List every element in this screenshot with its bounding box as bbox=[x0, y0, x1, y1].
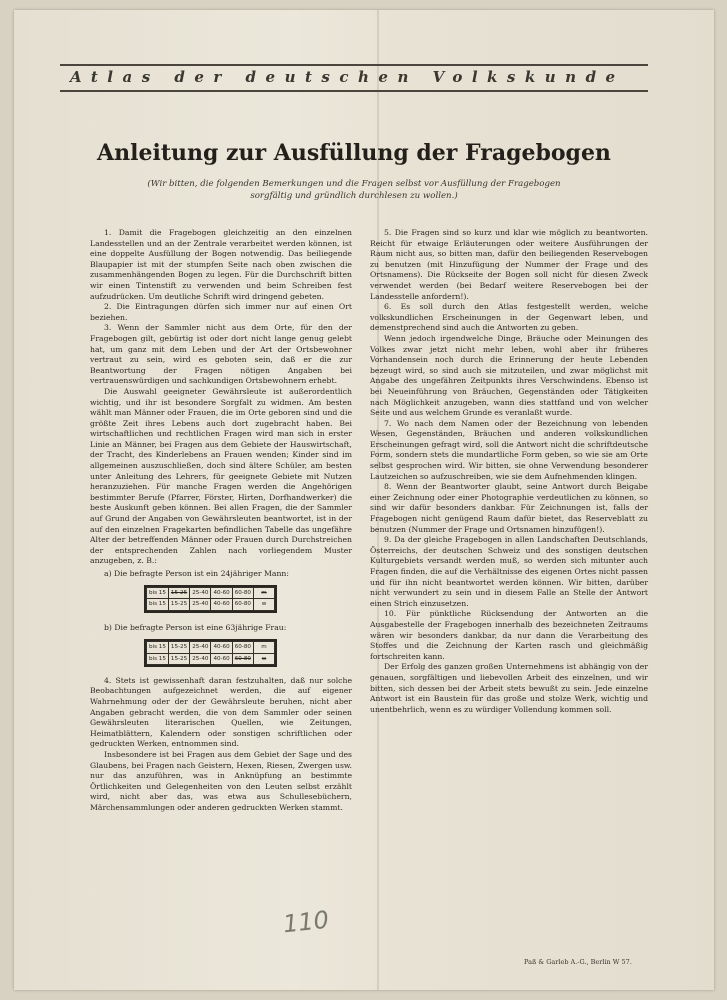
paragraph-8: 8. Wenn der Beantworter glaubt, seine Antwort durch Beigabe einer Zeichnung oder einer Photographie verdeutlichen zu können, so sind wir dafür besonders dankbar. Für Zeichnungen ist, falls der Fragebogen nicht genügend Raum dafür bietet, das Reserveblatt zu benutzen (Nummer der Frage und Ortsnamen hinzufügen!). bbox=[370, 482, 648, 534]
header-title: Atlas der deutschen Volkskunde bbox=[70, 68, 625, 86]
gender-cell: w bbox=[253, 599, 274, 611]
paragraph-10: 10. Für pünktliche Rücksendung der Antworten an die Ausgabestelle der Fragebogen innerhalb des bezeichneten Zeitraums wären wir besonders dankbar, da nur dann die Verarbeitung des Stoffes und die Zeichnung der Karten rasch und gleichmäßig fortschreiten kann. bbox=[370, 609, 648, 661]
age-cell: bis 15 bbox=[147, 599, 169, 611]
printer-imprint: Paß & Garleb A.-G., Berlin W 57. bbox=[524, 958, 632, 966]
paragraph-1: 1. Damit die Fragebogen gleichzeitig an den einzelnen Landesstellen und an der Zentrale verarbeitet werden können, ist eine doppelte Ausfüllung der Bogen notwendig. Das beiliegende Blaupapier ist mit der stumpfen Seite nach oben zwischen die zusammenhängenden Bogen zu legen. Für die Durchschrift bitten wir einen Tintenstift zu verwenden und beim Schreiben fest aufzudrücken. Um deutliche Schrift wird dringend gebeten. bbox=[90, 228, 352, 301]
age-cell: 60-80 bbox=[232, 641, 253, 653]
paragraph-7: 7. Wo nach dem Namen oder der Bezeichnung von lebenden Wesen, Gegenständen, Bräuchen und anderen volkskundlichen Erscheinungen gefragt wird, soll die Antwort nicht die schriftdeutsche Form, sondern stets die mundartliche Form geben, so wie sie am Orte selbst gesprochen wird. Wir bitten, sie ohne Verwendung besonderer Lautzeichen so aufzuschreiben, wie sie dem Aufnehmenden klingen. bbox=[370, 418, 648, 481]
age-cell: 40-60 bbox=[211, 653, 232, 665]
age-cell: 25-40 bbox=[190, 599, 211, 611]
age-cell: 40-60 bbox=[211, 641, 232, 653]
age-table-a bbox=[144, 585, 277, 613]
header-rule-bottom bbox=[60, 90, 648, 92]
age-cell-struck: 60-80 bbox=[232, 653, 253, 665]
gender-cell-struck: m bbox=[253, 587, 274, 599]
age-cell-struck: 15-25 bbox=[168, 587, 189, 599]
age-cell: 60-80 bbox=[232, 599, 253, 611]
paragraph-3: 3. Wenn der Sammler nicht aus dem Orte, für den der Fragebogen gilt, gebürtig ist oder dort nicht lange genug gelebt hat, um ganz mit dem Leben und der Art der Ortsbewohner vertraut zu sein, wird es geboten sein, daß er die zur Beantwortung der Fragen nötigen Angaben bei vertrauenswürdigen und sachkundigen Ortsbewohnern erhebt. bbox=[90, 323, 352, 386]
subtitle bbox=[110, 178, 598, 202]
paragraph-3-cont: Die Auswahl geeigneter Gewährsleute ist außerordentlich wichtig, und ihr ist besondere Sorgfalt zu widmen. Am besten wählt man Männer oder Frauen, die im Orte geboren sind und die größte Zeit ihres Lebens auch dort zugebracht haben. Bei wirtschaftlichen und rechtlichen Fragen wird man sich in erster Linie an Männer, bei Fragen aus dem Gebiete der Hauswirtschaft, der Tracht, des Kinderlebens an Frauen wenden; Kinder sind im allgemeinen auszuschließen, doch sind ältere Schüler, am besten unter Anleitung des Lehrers, für geeignete Gebiete mit Nutzen heranzuziehen. Für manche Fragen werden die Angehörigen bestimmter Berufe (Pfarrer, Förster, Hirten, Dorfhandwerker) die beste Auskunft geben können. Bei allen Fragen, die der Sammler auf Grund der Angaben von Gewährsleuten beantwortet, ist in der auf den einzelnen Fragekarten befindlichen Tabelle das ungefähre Alter der betreffenden Männer oder Frauen durch Durchstreichen der entsprechenden Zahlen nach vorliegendem Muster anzugeben, z. B.: bbox=[90, 386, 352, 566]
subtitle-line-1: (Wir bitten, die folgenden Bemerkungen und die Fragen selbst vor Ausfüllung der Fragebogen bbox=[147, 179, 561, 189]
closing-paragraph: Der Erfolg des ganzen großen Unternehmens ist abhängig von der genauen, sorgfältigen und liebevollen Arbeit des einzelnen, und wir bitten, sich dessen bei der Arbeit stets bewußt zu sein. Jede einzelne Antwort ist ein Baustein für das große und stolze Werk, wichtig und unentbehrlich, wenn es zu würdiger Vollendung kommen soll. bbox=[370, 662, 648, 714]
paragraph-5: 5. Die Fragen sind so kurz und klar wie möglich zu beantworten. Reicht für etwaige Erläuterungen oder weitere Ausführungen der Raum nicht aus, so bitten man, dafür den beiliegenden Reservebogen zu benutzen (mit Hinzufügung der Nummer der Frage und des Ortsnamens). Die Rückseite der Bogen soll nicht für diesen Zweck verwendet werden (bei Bedarf weitere Reservebogen bei der Landesstelle anfordern!). bbox=[370, 228, 648, 301]
paragraph-6-cont: Wenn jedoch irgendwelche Dinge, Bräuche oder Meinungen des Volkes zwar jetzt nicht mehr leben, wohl aber ihr früheres Vorhandensein noch durch die Erinnerung der heute Lebenden bezeugt wird, so sind auch sie mitzuteilen, und zwar möglichst mit Angabe des ungefähren Zeitpunkts ihres Verschwindens. Ebenso ist bei Neueinführung von Bräuchen, Gegenständen oder Tätigkeiten nach Möglichkeit anzugeben, wann dies stattfand und von welcher Seite und aus welchem Grunde es veranlaßt wurde. bbox=[370, 333, 648, 418]
header-rule-top bbox=[60, 64, 648, 66]
subtitle-line-2: sorgfältig und gründlich durchlesen zu wollen.) bbox=[250, 191, 458, 201]
age-table-b bbox=[144, 639, 277, 667]
paragraph-4: 4. Stets ist gewissenhaft daran festzuhalten, daß nur solche Beobachtungen aufgezeichnet werden, die auf eigener Wahrnehmung oder der der Gewährsleute beruhen, nicht aber Angaben gebracht werden, die von dem Sammler oder seinen Gewährsleuten literarischen Quellen, wie Zeitungen, Heimatblättern, Kalendern oder sonstigen schriftlichen oder gedruckten Werken, entnommen sind. bbox=[90, 675, 352, 749]
gender-cell: m bbox=[253, 641, 274, 653]
paragraph-4-cont: Insbesondere ist bei Fragen aus dem Gebiet der Sage und des Glaubens, bei Fragen nach Geistern, Hexen, Riesen, Zwergen usw. nur das anzuführen, was in Anknüpfung an bestimmte Örtlichkeiten und Gelegenheiten von den Leuten selbst erzählt wird, nicht aber das, was etwa aus Schullesebüchern, Märchensammlungen oder anderen gedruckten Werken stammt. bbox=[90, 749, 352, 812]
left-column bbox=[90, 228, 352, 813]
age-cell: 40-60 bbox=[211, 599, 232, 611]
handwritten-number: 110 bbox=[281, 905, 331, 939]
page-title: Anleitung zur Ausfüllung der Fragebogen bbox=[97, 140, 611, 166]
age-cell: 15-25 bbox=[168, 599, 189, 611]
age-cell: bis 15 bbox=[147, 641, 169, 653]
age-cell: bis 15 bbox=[147, 653, 169, 665]
right-column bbox=[370, 228, 648, 715]
example-b-label: b) Die befragte Person ist eine 63jährige Frau: bbox=[104, 623, 287, 633]
age-cell: 15-25 bbox=[168, 653, 189, 665]
example-a-label: a) Die befragte Person ist ein 24jähriger Mann: bbox=[104, 569, 289, 578]
age-cell: 25-40 bbox=[190, 641, 211, 653]
age-cell: 60-80 bbox=[232, 587, 253, 599]
gender-cell-struck: w bbox=[253, 653, 274, 665]
paragraph-2: 2. Die Eintragungen dürfen sich immer nur auf einen Ort beziehen. bbox=[90, 302, 352, 322]
age-cell: 25-40 bbox=[190, 653, 211, 665]
age-cell: 25-40 bbox=[190, 587, 211, 599]
age-cell: bis 15 bbox=[147, 587, 169, 599]
age-cell: 15-25 bbox=[168, 641, 189, 653]
paragraph-6: 6. Es soll durch den Atlas festgestellt werden, welche volkskundlichen Erscheinungen in der Gegenwart leben, und demenstprechend sind auch die Antworten zu geben. bbox=[370, 302, 648, 333]
age-cell: 40-60 bbox=[211, 587, 232, 599]
paragraph-9: 9. Da der gleiche Fragebogen in allen Landschaften Deutschlands, Österreichs, der deutschen Schweiz und des sonstigen deutschen Kulturgebiets versandt werden muß, so werden sich mitunter auch Fragen finden, die auf die Verhältnisse des eigenen Ortes nicht passen und für ihn nicht beantwortet werden können. Wir bitten, darüber nicht verwundert zu sein und in diesem Falle an Stelle der Antwort einen Strich einzusetzen. bbox=[370, 535, 648, 608]
